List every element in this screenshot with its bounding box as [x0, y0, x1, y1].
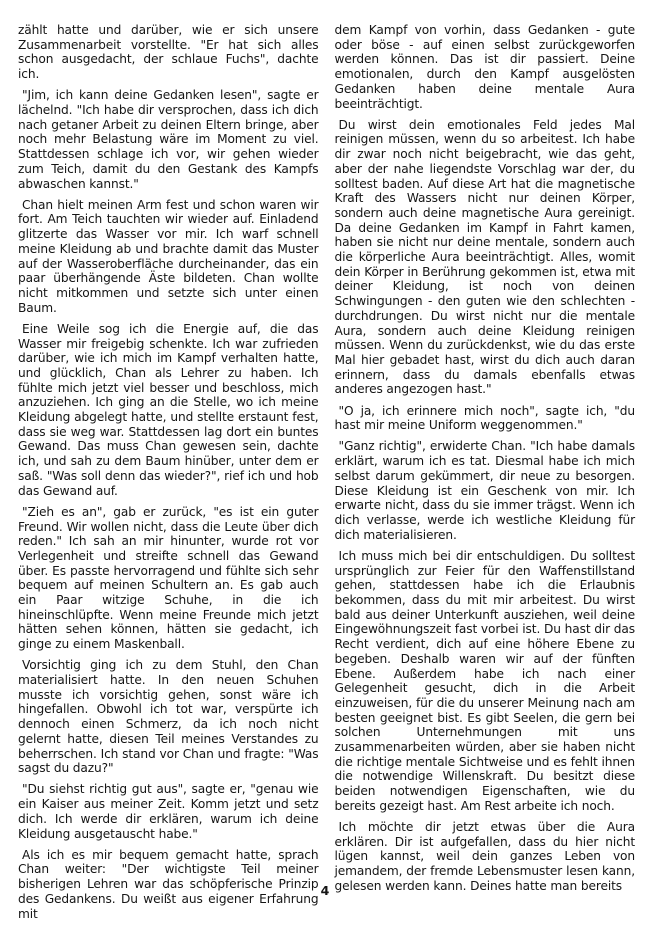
paragraph: "O ja, ich erinnere mich noch", sagte ich, "du hast mir meine Uniform weggenommen."	[334, 403, 635, 433]
paragraph: Eine Weile sog ich die Energie auf, die das Wasser mir freigebig schenkte. Ich war zufrieden darüber, wie ich mich im Kampf verhalten hatte, und glücklich, Chan als Lehrer zu haben. Ich fühlte mich jetzt viel besser und beschloss, mich anzuziehen. Ich ging an die Stelle, wo ich meine Kleidung abgelegt hatte, und stellte erstaunt fest, dass sie weg war. Stattdessen lag dort ein buntes Gewand. Das muss Chan gewesen sein, dachte ich, und sah zu dem Baum hinüber, unter dem er saß. "Was soll denn das wieder?", rief ich und hob das Gewand auf.	[18, 321, 319, 498]
paragraph: zählt hatte und darüber, wie er sich unsere Zusammenarbeit vorstellte. "Er hat sich alles schon ausgedacht, der schlaue Fuchs", dachte ich.	[18, 23, 319, 82]
paragraph: "Jim, ich kann deine Gedanken lesen", sagte er lächelnd. "Ich habe dir versprochen, dass ich dich nach getaner Arbeit zu deinen Eltern bringe, aber noch mehr Belastung wäre im Moment zu viel. Stattdessen schlage ich vor, wir gehen wieder zum Teich, damit du den Gestank des Kampfs abwaschen kannst."	[18, 88, 319, 191]
page-number: 4	[320, 883, 330, 898]
paragraph: Vorsichtig ging ich zu dem Stuhl, den Chan materialisiert hatte. In den neuen Schuhen musste ich vorsichtig gehen, sonst wäre ich hingefallen. Obwohl ich tot war, verspürte ich dennoch einen Schmerz, da ich noch nicht gelernt hatte, diesen Teil meines Verstandes zu beherrschen. Ich stand vor Chan und fragte: "Was sagst du dazu?"	[18, 658, 319, 776]
paragraph: Ich muss mich bei dir entschuldigen. Du solltest ursprünglich zur Feier für den Waffenstillstand gehen, stattdessen habe ich die Erlaubnis bekommen, dass du mit mir arbeitest. Du wirst bald aus deiner Unterkunft ausziehen, weil deine Eingewöhnungszeit fast vorbei ist. Du hast dir das Recht verdient, dich auf eine höhere Ebene zu begeben. Deshalb waren wir auf der fünften Ebene. Außerdem habe ich nach einer Gelegenheit gesucht, dich in die Arbeit einzuweisen, für die du unserer Meinung nach am besten geeignet bist. Es gibt Seelen, die gern bei solchen Unternehmungen mit uns zusammenarbeiten würden, aber sie haben nicht die richtige mentale Sichtweise und es fehlt ihnen die notwendige Willenskraft. Du besitzt diese beiden notwendigen Eigenschaften, wie du bereits gezeigt hast. Am Rest arbeite ich noch.	[334, 548, 635, 813]
paragraph: Ich möchte dir jetzt etwas über die Aura erklären. Dir ist aufgefallen, dass du hier nicht lügen kannst, weil dein ganzes Leben von jemandem, der fremde Lebensmuster lesen kann, gelesen werden kann. Deines hatte man bereits	[334, 820, 635, 893]
two-column-text-block	[18, 23, 635, 928]
text-column-left	[18, 23, 319, 928]
text-column-right	[335, 23, 636, 928]
paragraph: Als ich es mir bequem gemacht hatte, sprach Chan weiter: "Der wichtigste Teil meiner bisherigen Lehren war das schöpferische Prinzip des Gedankens. Du weißt aus eigener Erfahrung mit	[18, 847, 319, 921]
paragraph: Chan hielt meinen Arm fest und schon waren wir fort. Am Teich tauchten wir wieder auf. Einladend glitzerte das Wasser vor mir. Ich warf schnell meine Kleidung ab und brachte damit das Muster auf der Wasseroberfläche durcheinander, das ein paar überhängende Äste bildeten. Chan wollte nicht mitkommen und setzte sich unter einen Baum.	[18, 197, 319, 315]
paragraph: Du wirst dein emotionales Feld jedes Mal reinigen müssen, wenn du so arbeitest. Ich habe dir zwar noch nicht beigebracht, wie das geht, aber der nahe liegendste Vorschlag war der, du solltest baden. Auf diese Art hat die magnetische Kraft des Wassers nicht nur deinen Körper, sondern auch deine magnetische Aura gereinigt. Da deine Gedanken im Kampf in Fahrt kamen, haben sie nicht nur deine mentale, sondern auch die körperliche Aura beeinträchtigt. Alles, womit dein Körper in Berührung gekommen ist, etwa mit deiner Kleidung, ist noch von deinen Schwingungen - den guten wie den schlechten - durchdrungen. Du wirst nicht nur die mentale Aura, sondern auch deine Kleidung reinigen müssen. Wenn du zurückdenkst, wie du das erste Mal hier gebadet hast, wirst du dich auch daran erinnern, dass du damals ebenfalls etwas anderes angezogen hast."	[334, 117, 635, 397]
paragraph: dem Kampf von vorhin, dass Gedanken - gute oder böse - auf einen selbst zurückgeworfen werden können. Das ist dir passiert. Deine emotionalen, durch den Kampf ausgelösten Gedanken haben deine mentale Aura beeinträchtigt.	[334, 23, 635, 111]
paragraph: "Zieh es an", gab er zurück, "es ist ein guter Freund. Wir wollen nicht, dass die Leute über dich reden." Ich sah an mir hinunter, wurde rot vor Verlegenheit und streifte schnell das Gewand über. Es passte hervorragend und fühlte sich sehr bequem auf meinen Schultern an. Es gab auch ein Paar witzige Schuhe, in die ich hineinschlüpfte. Wenn meine Freunde mich jetzt hätten sehen können, hätten sie gedacht, ich ginge zu einem Maskenball.	[18, 504, 319, 652]
paragraph: "Ganz richtig", erwiderte Chan. "Ich habe damals erklärt, warum ich es tat. Diesmal habe ich mich selbst darum gekümmert, dir neue zu besorgen. Diese Kleidung ist ein Geschenk von mir. Ich erwarte nicht, dass du sie immer trägst. Wenn ich dich verlasse, werde ich westliche Kleidung für dich materialisieren.	[334, 439, 635, 542]
paragraph: "Du siehst richtig gut aus", sagte er, "genau wie ein Kaiser aus meiner Zeit. Komm jetzt und setz dich. Ich werde dir erklären, warum ich deine Kleidung ausgetauscht habe."	[18, 782, 319, 841]
